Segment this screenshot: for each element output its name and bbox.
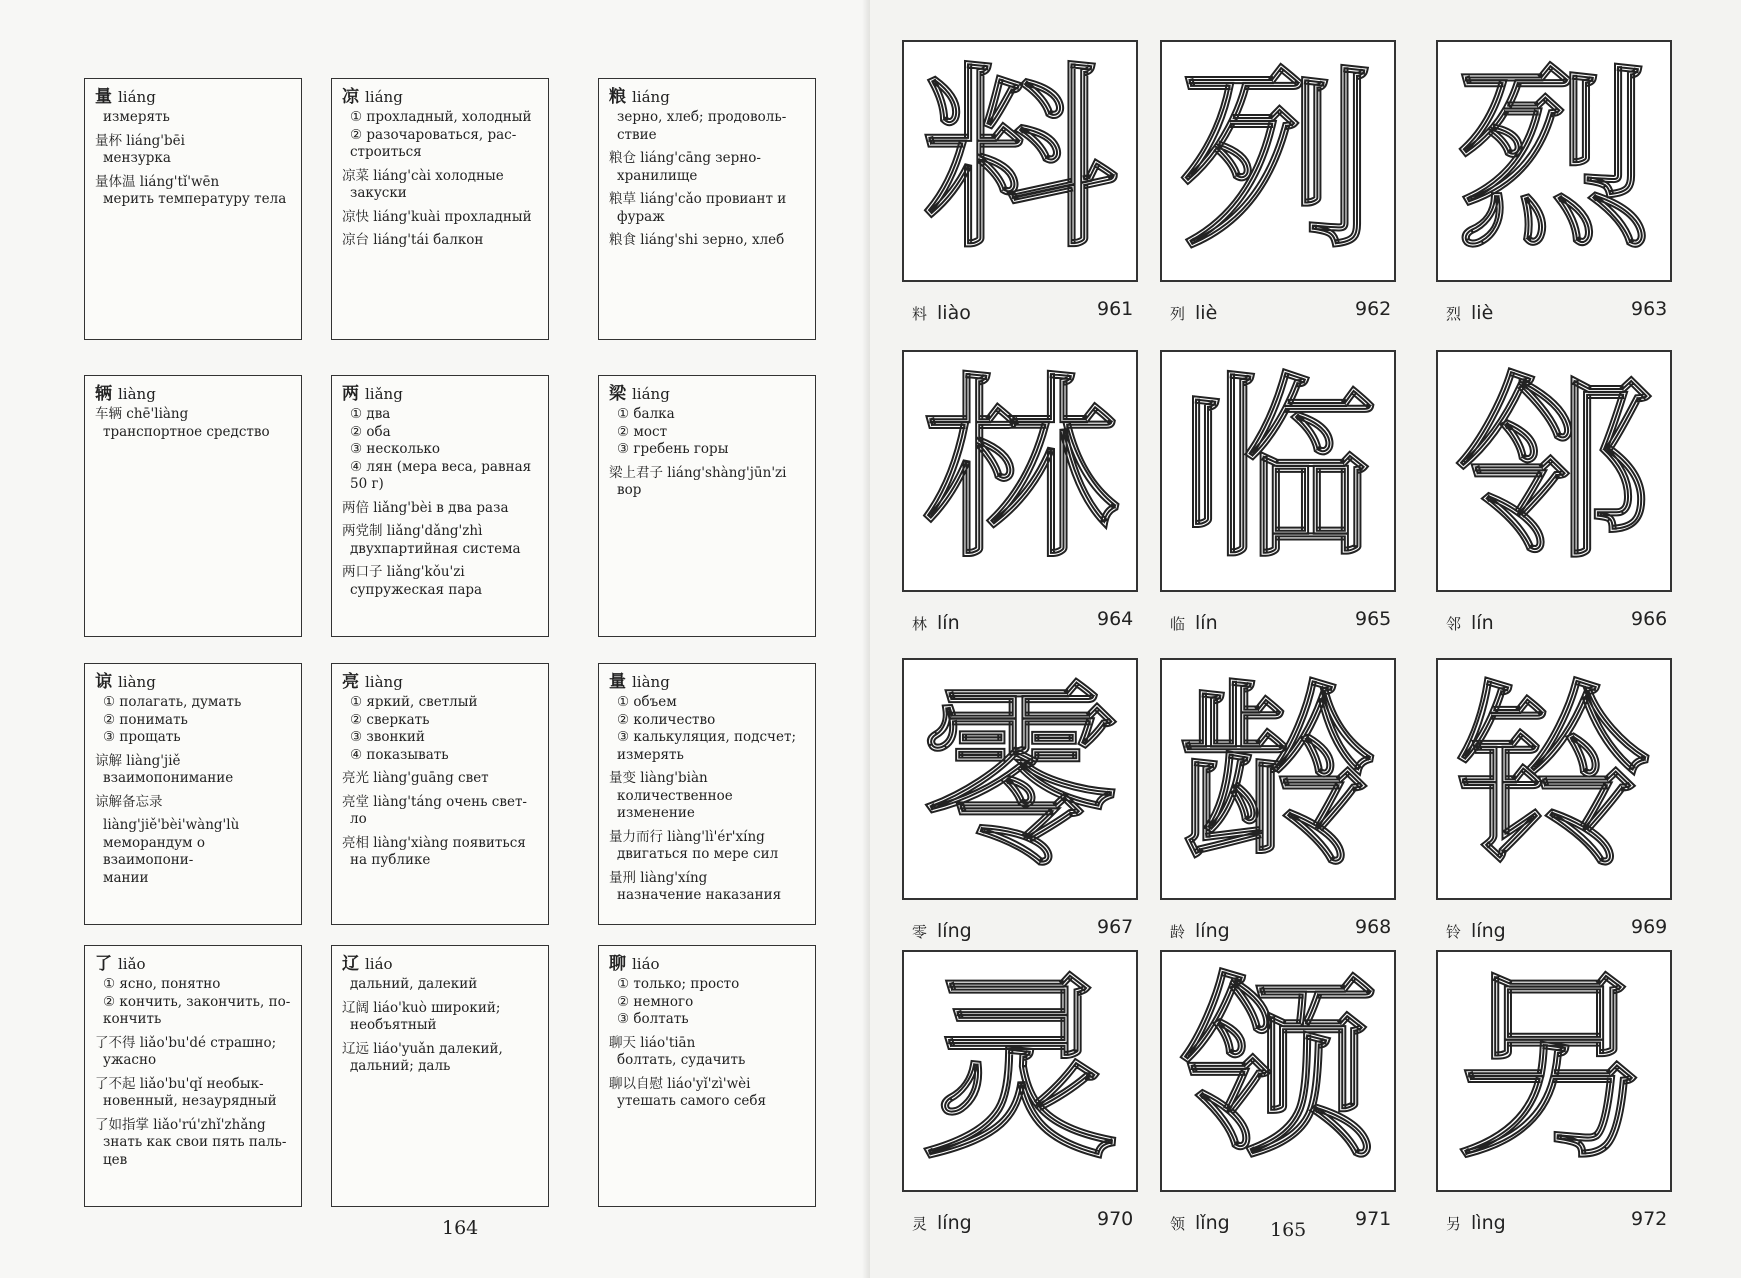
entry-line: 亮光 liàng'guāng свет [342, 770, 489, 786]
headword-pinyin: liáng [365, 88, 403, 106]
character-caption [912, 1212, 972, 1234]
headword-character: 辽 [342, 954, 359, 974]
character-number: 967 [1097, 916, 1134, 938]
entry-line: 量体温 liáng'tǐ'wēn [95, 173, 220, 190]
entry-line: зерно, хлеб; продоволь- [617, 109, 787, 125]
entry-line: ① объем [617, 694, 677, 710]
dictionary-entry [598, 78, 816, 340]
entry-headword [342, 87, 540, 107]
character-number: 961 [1097, 298, 1134, 320]
entry-line: 粮仓 liáng'cāng зерно- [609, 150, 761, 166]
entry-line: 凉台 liáng'tái балкон [342, 232, 484, 248]
entry-line: хранилище [617, 167, 698, 184]
headword-pinyin: liàng [365, 673, 403, 691]
caption-pinyin: lín [1195, 612, 1218, 634]
entry-line: ③ несколько [350, 441, 440, 457]
character-caption [1446, 612, 1494, 634]
entry-line: фураж [617, 208, 665, 225]
caption-pinyin: liào [937, 302, 971, 324]
entry-line: 辽远 liáo'yuǎn далекий, [342, 1040, 503, 1057]
character-caption [1446, 302, 1493, 324]
left-page [0, 0, 870, 1278]
headword-pinyin: liǎng [365, 385, 403, 403]
entry-line: закуски [350, 185, 407, 201]
headword-character: 了 [95, 954, 112, 974]
caption-pinyin: lìng [1471, 1212, 1506, 1234]
caption-pinyin: líng [937, 920, 972, 942]
dictionary-entry [331, 375, 549, 637]
entry-headword [342, 954, 540, 974]
caption-pinyin: lín [937, 612, 960, 634]
character-caption [1446, 920, 1506, 942]
headword-pinyin: liáo [365, 955, 393, 973]
entry-line: ④ лян (мера веса, равная [350, 458, 532, 475]
outlined-character: 另 [1455, 957, 1652, 1185]
entry-line: двухпартийная система [350, 540, 521, 557]
caption-character: 零 [912, 923, 928, 941]
caption-character: 烈 [1446, 305, 1462, 323]
entry-line: 了不起 liǎo'bu'qǐ необык- [95, 1075, 264, 1092]
caption-character: 临 [1170, 615, 1186, 633]
caption-character: 列 [1170, 305, 1186, 323]
entry-line: 了如指掌 liǎo'rú'zhǐ'zhǎng [95, 1116, 266, 1133]
entry-line: измерять [103, 109, 170, 125]
entry-line: ② мост [617, 423, 668, 440]
entry-line: ① прохладный, холодный [350, 109, 532, 125]
entry-line: ① яркий, светлый [350, 694, 478, 710]
entry-line: ③ калькуляция, подсчет; [617, 729, 796, 745]
stroke-order-character-box [902, 350, 1138, 592]
entry-line: 两倍 liǎng'bèi в два раза [342, 499, 509, 516]
caption-pinyin: liè [1471, 302, 1494, 324]
entry-line: 两口子 liǎng'kǒu'zi [342, 564, 465, 580]
dictionary-entry [331, 78, 549, 340]
character-number: 964 [1097, 608, 1134, 630]
entry-line: ② немного [617, 993, 694, 1010]
caption-character: 龄 [1170, 923, 1186, 941]
caption-character: 另 [1446, 1215, 1462, 1233]
entry-line: супружеская пара [350, 581, 483, 598]
caption-pinyin: líng [1471, 920, 1506, 942]
character-caption [1170, 1212, 1230, 1234]
headword-character: 辆 [95, 384, 112, 404]
caption-pinyin: líng [1195, 920, 1230, 942]
entry-line: ③ звонкий [350, 729, 425, 745]
headword-pinyin: liáng [118, 88, 156, 106]
caption-character: 林 [912, 615, 928, 633]
entry-line: ② разочароваться, рас- [350, 126, 517, 143]
entry-line: liàng'jiě'bèi'wàng'lù [103, 817, 240, 833]
entry-headword [342, 672, 540, 692]
headword-character: 粮 [609, 87, 626, 107]
entry-line: 量刑 liàng'xíng [609, 869, 708, 886]
entry-line: мензурка [103, 150, 171, 166]
entry-line: 凉快 liáng'kuài прохладный [342, 208, 532, 225]
caption-character: 领 [1170, 1215, 1186, 1233]
stroke-order-character-box [1436, 40, 1672, 282]
caption-character: 灵 [912, 1215, 928, 1233]
entry-line: 亮相 liàng'xiàng появиться [342, 834, 526, 851]
entry-headword [609, 954, 807, 974]
entry-line: необъятный [350, 1017, 437, 1033]
caption-character: 邻 [1446, 615, 1462, 633]
headword-character: 梁 [609, 384, 626, 404]
entry-line: ④ показывать [350, 746, 449, 763]
entry-headword [609, 87, 807, 107]
outlined-character: 料 [921, 47, 1118, 275]
character-number: 969 [1631, 916, 1668, 938]
stroke-order-character-box [902, 950, 1138, 1192]
entry-line: 聊以自慰 liáo'yǐ'zì'wèi [609, 1075, 751, 1092]
headword-pinyin: liáo [632, 955, 660, 973]
entry-line: ③ гребень горы [617, 441, 729, 457]
character-caption [1170, 920, 1230, 942]
entry-line: 量变 liàng'biàn [609, 770, 708, 786]
stroke-order-character-box [1160, 40, 1396, 282]
caption-pinyin: líng [937, 1212, 972, 1234]
entry-line: мерить температуру тела [103, 191, 287, 207]
entry-line: транспортное средство [103, 423, 270, 440]
headword-character: 量 [95, 87, 112, 107]
caption-pinyin: lín [1471, 612, 1494, 634]
dictionary-entry [598, 945, 816, 1207]
entry-line: двигаться по мере сил [617, 846, 779, 862]
character-number: 968 [1355, 916, 1392, 938]
character-number: 965 [1355, 608, 1392, 630]
entry-line: новенный, незаурядный [103, 1093, 277, 1109]
dictionary-entry [84, 945, 302, 1207]
headword-pinyin: liáng [632, 385, 670, 403]
headword-character: 凉 [342, 87, 359, 107]
outlined-character: 龄 [1179, 665, 1376, 893]
entry-line: 梁上君子 liáng'shàng'jūn'zi [609, 464, 787, 481]
entry-line: строиться [350, 144, 422, 160]
entry-line: ① балка [617, 406, 675, 422]
entry-line: 50 г) [350, 476, 384, 492]
entry-line: знать как свои пять паль- [103, 1134, 287, 1150]
character-caption [1170, 302, 1217, 324]
character-caption [912, 920, 972, 942]
entry-line: кончить [103, 1011, 162, 1027]
entry-line: назначение наказания [617, 887, 782, 903]
stroke-order-character-box [1160, 350, 1396, 592]
entry-line: ② количество [617, 711, 716, 728]
outlined-character: 林 [921, 357, 1118, 585]
character-number: 971 [1355, 1208, 1392, 1230]
outlined-character: 邻 [1455, 357, 1652, 585]
stroke-order-character-box [1436, 950, 1672, 1192]
entry-line: ① ясно, понятно [103, 976, 221, 992]
entry-line: ужасно [103, 1052, 157, 1068]
dictionary-entry [84, 663, 302, 925]
entry-line: ② оба [350, 423, 391, 440]
entry-line: ло [350, 811, 367, 827]
entry-line: ① только; просто [617, 976, 740, 992]
entry-line: цев [103, 1151, 128, 1168]
entry-line: 粮食 liáng'shi зерно, хлеб [609, 232, 785, 248]
character-number: 972 [1631, 1208, 1668, 1230]
entry-line: ③ болтать [617, 1011, 689, 1027]
entry-line: количественное изменение [617, 787, 733, 821]
entry-line: 谅解 liàng'jiě [95, 752, 181, 769]
entry-line: утешать самого себя [617, 1093, 767, 1109]
entry-line: 辽阔 liáo'kuò широкий; [342, 999, 501, 1016]
stroke-order-character-box [902, 658, 1138, 900]
character-caption [1446, 1212, 1506, 1234]
caption-pinyin: lǐng [1195, 1212, 1230, 1234]
character-number: 970 [1097, 1208, 1134, 1230]
character-number: 966 [1631, 608, 1668, 630]
entry-line: дальний; даль [350, 1058, 451, 1074]
headword-character: 亮 [342, 672, 359, 692]
page-number-left: 164 [442, 1217, 479, 1239]
entry-line: вор [617, 482, 642, 498]
entry-line: 谅解备忘录 [95, 793, 163, 810]
entry-line: 量力而行 liàng'lì'ér'xíng [609, 828, 765, 845]
entry-line: 聊天 liáo'tiān [609, 1034, 696, 1051]
stroke-order-character-box [1436, 350, 1672, 592]
outlined-character: 领 [1179, 957, 1376, 1185]
entry-line: 车辆 chē'liàng [95, 406, 189, 422]
entry-line: ② кончить, закончить, по- [103, 993, 291, 1010]
character-number: 963 [1631, 298, 1668, 320]
dictionary-entry [598, 663, 816, 925]
entry-line: ① полагать, думать [103, 694, 242, 710]
entry-line: 粮草 liáng'cǎo провиант и [609, 191, 787, 207]
entry-line: на публике [350, 852, 431, 868]
headword-pinyin: liàng [632, 673, 670, 691]
character-caption [1170, 612, 1218, 634]
caption-pinyin: liè [1195, 302, 1218, 324]
right-page [870, 0, 1741, 1278]
character-number: 962 [1355, 298, 1392, 320]
entry-line: взаимопонимание [103, 770, 234, 786]
character-caption [912, 302, 971, 324]
entry-line: 亮堂 liàng'táng очень свет- [342, 793, 527, 810]
entry-line: болтать, судачить [617, 1052, 746, 1068]
entry-headword [609, 384, 807, 404]
stroke-order-character-box [1160, 658, 1396, 900]
character-caption [912, 612, 960, 634]
headword-character: 量 [609, 672, 626, 692]
entry-headword [95, 384, 293, 404]
dictionary-entry [598, 375, 816, 637]
entry-line: измерять [617, 746, 684, 763]
outlined-character: 灵 [921, 957, 1118, 1185]
stroke-order-character-box [1436, 658, 1672, 900]
entry-line: мании [103, 869, 149, 886]
entry-line: ③ прощать [103, 729, 181, 745]
headword-character: 谅 [95, 672, 112, 692]
caption-character: 铃 [1446, 923, 1462, 941]
outlined-character: 零 [921, 665, 1118, 893]
headword-pinyin: liàng [118, 385, 156, 403]
outlined-character: 铃 [1455, 665, 1652, 893]
caption-character: 料 [912, 305, 928, 323]
entry-line: 了不得 liǎo'bu'dé страшно; [95, 1034, 277, 1051]
outlined-character: 烈 [1455, 47, 1652, 275]
headword-character: 两 [342, 384, 359, 404]
dictionary-entry [331, 945, 549, 1207]
page-number-right: 165 [1270, 1219, 1307, 1241]
dictionary-entry [84, 375, 302, 637]
entry-line: ① два [350, 406, 391, 422]
dictionary-entry [331, 663, 549, 925]
entry-headword [95, 87, 293, 107]
headword-pinyin: liǎo [118, 955, 146, 973]
entry-line: ② понимать [103, 711, 188, 728]
outlined-character: 临 [1179, 357, 1376, 585]
stroke-order-character-box [1160, 950, 1396, 1192]
entry-line: меморандум о взаимопони- [103, 834, 205, 868]
entry-headword [95, 954, 293, 974]
entry-line: ② сверкать [350, 711, 430, 728]
entry-headword [95, 672, 293, 692]
entry-line: ствие [617, 126, 657, 143]
entry-line: 凉菜 liáng'cài холодные [342, 167, 504, 184]
dictionary-entry [84, 78, 302, 340]
headword-character: 聊 [609, 954, 626, 974]
entry-line: 两党制 liǎng'dǎng'zhì [342, 523, 483, 539]
entry-line: 量杯 liáng'bēi [95, 132, 185, 149]
headword-pinyin: liàng [118, 673, 156, 691]
entry-headword [342, 384, 540, 404]
headword-pinyin: liáng [632, 88, 670, 106]
outlined-character: 列 [1179, 47, 1376, 275]
stroke-order-character-box [902, 40, 1138, 282]
entry-line: дальний, далекий [350, 976, 478, 992]
entry-headword [609, 672, 807, 692]
